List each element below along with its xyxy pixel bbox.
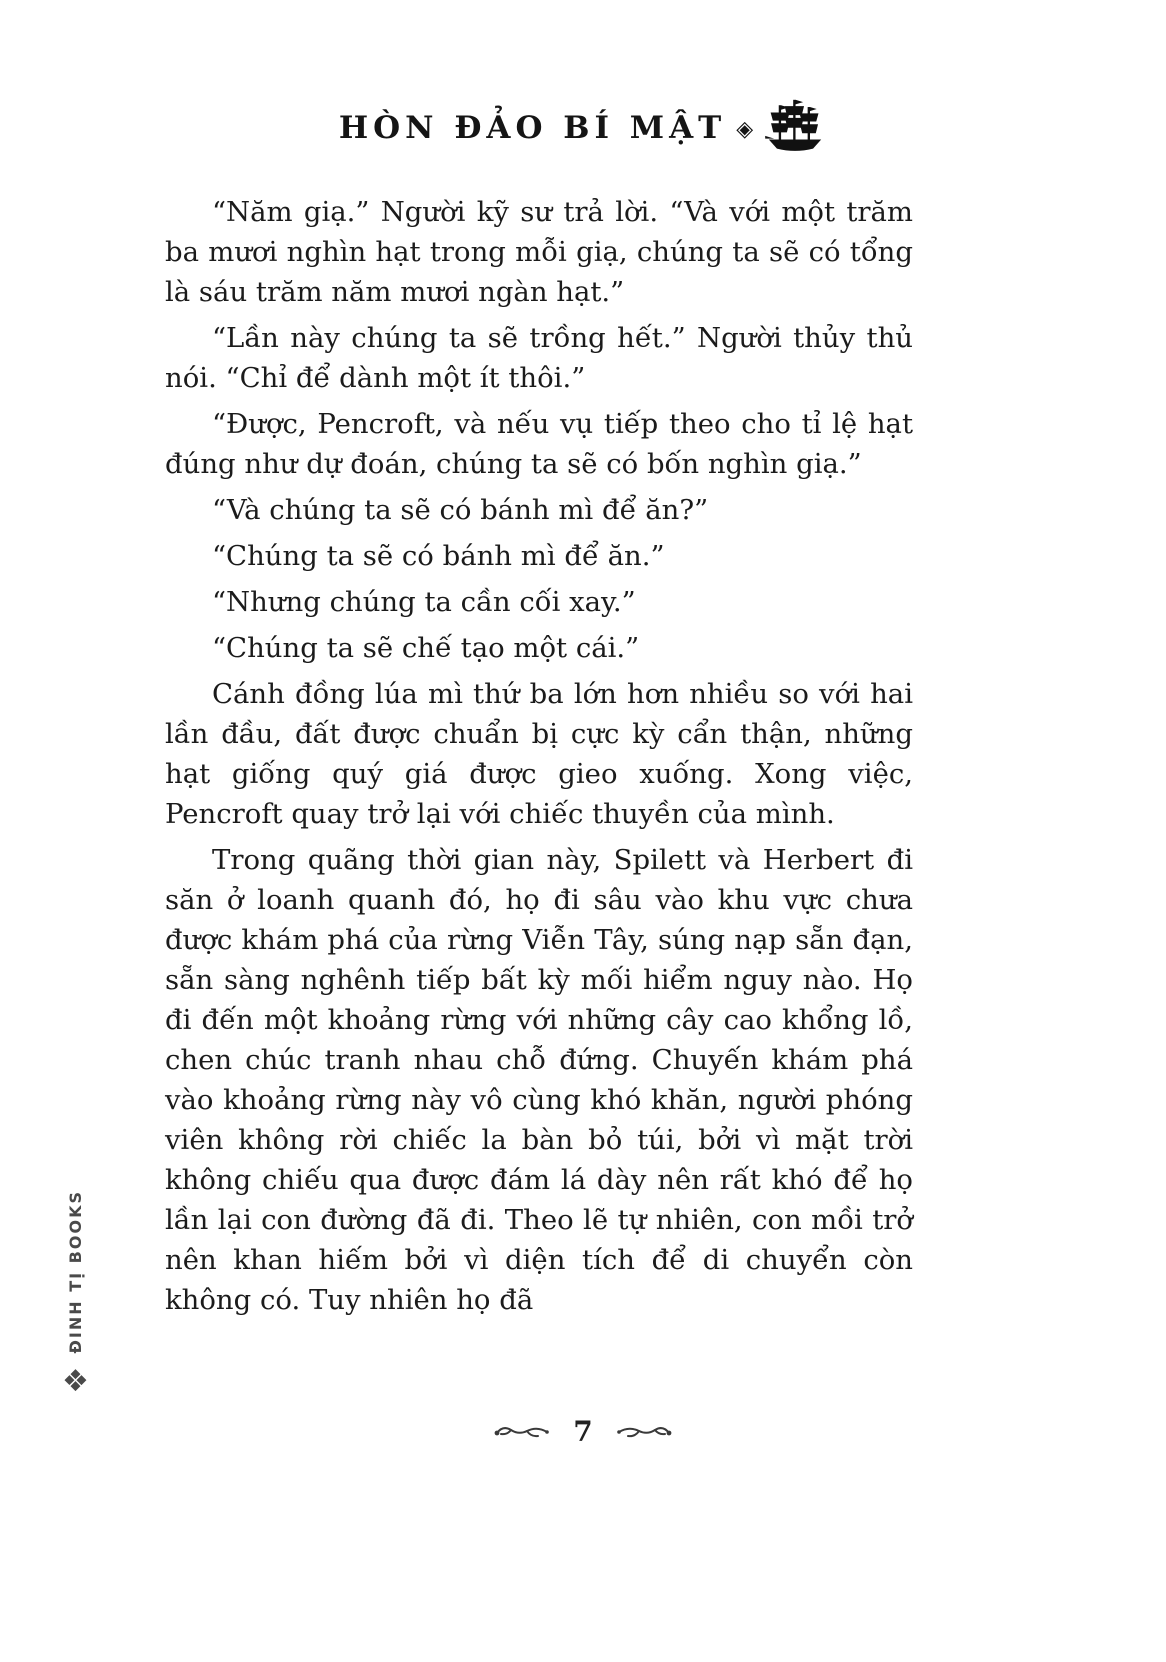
book-title: HÒN ĐẢO BÍ MẬT: [338, 110, 727, 146]
paragraph: “Chúng ta sẽ chế tạo một cái.”: [212, 632, 640, 664]
paragraph: “Được, Pencroft, và nếu vụ tiếp theo cho tỉ lệ hạt đúng như dự đoán, chúng ta sẽ có bốn nghìn giạ.”: [165, 408, 913, 480]
paragraph: “Nhưng chúng ta cần cối xay.”: [212, 586, 636, 618]
page-header: [0, 100, 1166, 156]
body-text: [165, 192, 913, 1326]
publisher-sidebar: [62, 1190, 89, 1400]
paragraph: “Lần này chúng ta sẽ trồng hết.” Người thủy thủ nói. “Chỉ để dành một ít thôi.”: [165, 322, 913, 394]
ship-icon: [763, 98, 827, 154]
flourish-right-icon: [615, 1421, 673, 1443]
diamond-ornament-icon: ◈: [736, 117, 754, 142]
publisher-name: ĐINH TỊ BOOKS: [65, 1190, 85, 1354]
page-footer: [0, 1415, 1166, 1448]
page-number: 7: [573, 1415, 593, 1448]
paragraph: Cánh đồng lúa mì thứ ba lớn hơn nhiều so với hai lần đầu, đất được chuẩn bị cực kỳ cẩn thận, những hạt giống quý giá được gieo xuống. Xong việc, Pencroft quay trở lại với chiếc thuyền của mình.: [165, 678, 913, 830]
publisher-logo-icon: ❖: [62, 1364, 89, 1400]
paragraph: “Chúng ta sẽ có bánh mì để ăn.”: [212, 540, 665, 572]
flourish-left-icon: [493, 1421, 551, 1443]
paragraph: Trong quãng thời gian này, Spilett và Herbert đi săn ở loanh quanh đó, họ đi sâu vào khu vực chưa được khám phá của rừng Viễn Tây, súng nạp sẵn đạn, sẵn sàng nghênh tiếp bất kỳ mối hiểm nguy nào. Họ đi đến một khoảng rừng với những cây cao khổng lồ, chen chúc tranh nhau chỗ đứng. Chuyến khám phá vào khoảng rừng này vô cùng khó khăn, người phóng viên không rời chiếc la bàn bỏ túi, bởi vì mặt trời không chiếu qua được đám lá dày nên rất khó để họ lần lại con đường đã đi. Theo lẽ tự nhiên, con mồi trở nên khan hiếm bởi vì diện tích để di chuyển còn không có. Tuy nhiên họ đã: [165, 844, 913, 1316]
paragraph: “Và chúng ta sẽ có bánh mì để ăn?”: [212, 494, 709, 526]
paragraph: “Năm giạ.” Người kỹ sư trả lời. “Và với một trăm ba mươi nghìn hạt trong mỗi giạ, chúng ta sẽ có tổng là sáu trăm năm mươi ngàn hạt.”: [165, 196, 913, 308]
